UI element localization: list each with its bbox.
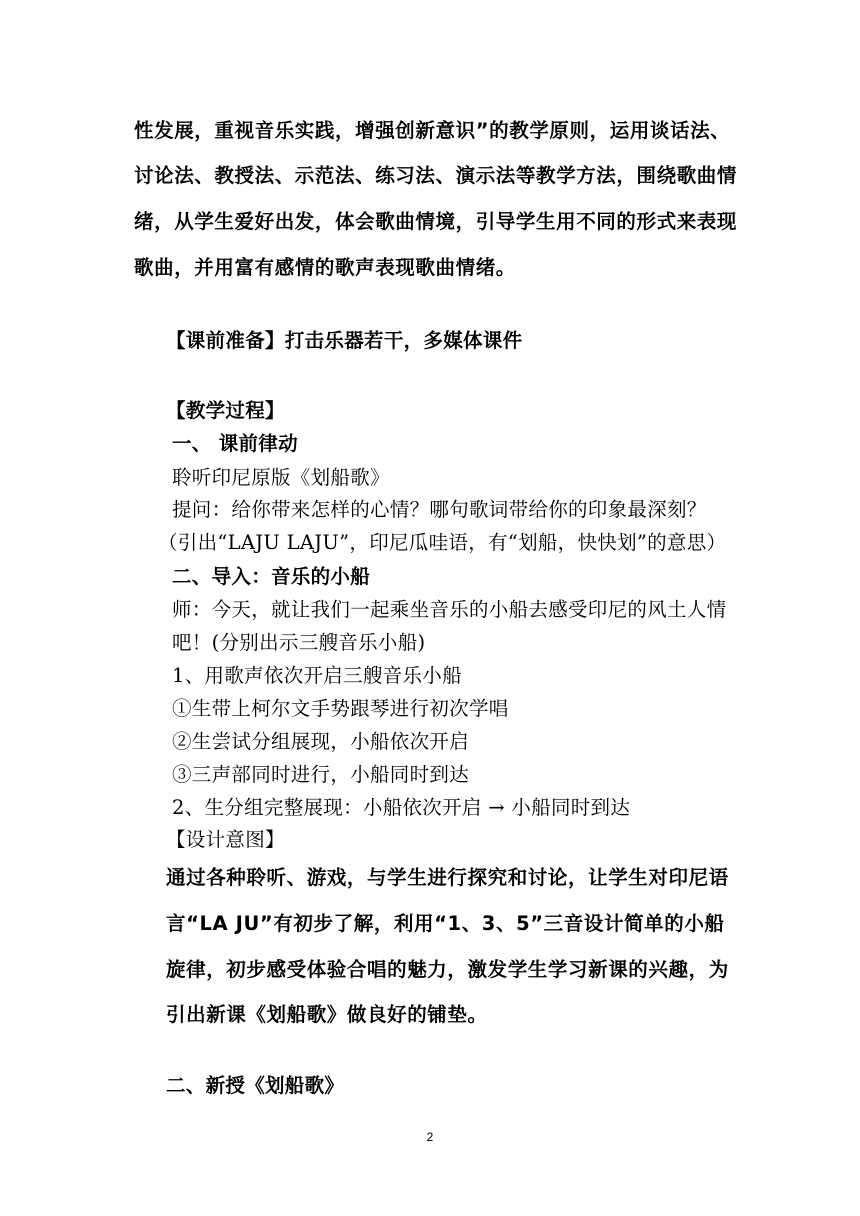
process-heading: 【教学过程】 <box>166 399 285 422</box>
body-line: ②生尝试分组展现，小船依次开启 <box>172 730 470 753</box>
design-intent-heading: 【设计意图】 <box>166 828 285 851</box>
section-heading: 二、导入：音乐的小船 <box>172 565 371 588</box>
body-line: 师：今天，就让我们一起乘坐音乐的小船去感受印尼的风土人情 <box>172 598 727 621</box>
body-line: 提问：给你带来怎样的心情？哪句歌词带给你的印象最深刻？ <box>172 498 707 521</box>
paragraph-line: 性发展，重视音乐实践，增强创新意识”的教学原则，运用谈话法、 <box>134 119 731 142</box>
prep-text: 打击乐器若干，多媒体课件 <box>284 329 523 352</box>
section-heading: 一、 课前律动 <box>172 432 298 455</box>
paragraph-line: 旋律，初步感受体验合唱的魅力，激发学生学习新课的兴趣，为 <box>166 958 729 981</box>
body-line: ③三声部同时进行，小船同时到达 <box>172 763 470 786</box>
page-number: 2 <box>426 1130 434 1144</box>
paragraph-line: 歌曲，并用富有感情的歌声表现歌曲情绪。 <box>134 256 516 279</box>
paragraph-line: 言“LA JU”有初步了解，利用“1、3、5”三音设计简单的小船 <box>166 912 725 935</box>
paragraph-line: 绪，从学生爱好出发，体会歌曲情境，引导学生用不同的形式来表现 <box>134 210 738 233</box>
section-heading: 二、新授《划船歌》 <box>166 1074 345 1097</box>
body-line: 1、用歌声依次开启三艘音乐小船 <box>172 664 462 687</box>
body-line: 2、生分组完整展现：小船依次开启 → 小船同时到达 <box>172 796 631 819</box>
body-line: 聆听印尼原版《划船歌》 <box>172 466 390 489</box>
paragraph-line: 通过各种聆听、游戏，与学生进行探究和讨论，让学生对印尼语 <box>166 866 729 889</box>
body-line: （引出“LAJU LAJU”，印尼瓜哇语，有“划船，快快划”的意思） <box>158 531 727 554</box>
paragraph-line: 引出新课《划船歌》做良好的铺垫。 <box>166 1003 488 1026</box>
prep-heading: 【课前准备】 <box>166 329 285 352</box>
body-line: ①生带上柯尔文手势跟琴进行初次学唱 <box>172 697 509 720</box>
paragraph-line: 讨论法、教授法、示范法、练习法、演示法等教学方法，围绕歌曲情 <box>134 164 738 187</box>
body-line: 吧！(分别出示三艘音乐小船) <box>172 631 426 654</box>
prep-line <box>166 325 522 353</box>
